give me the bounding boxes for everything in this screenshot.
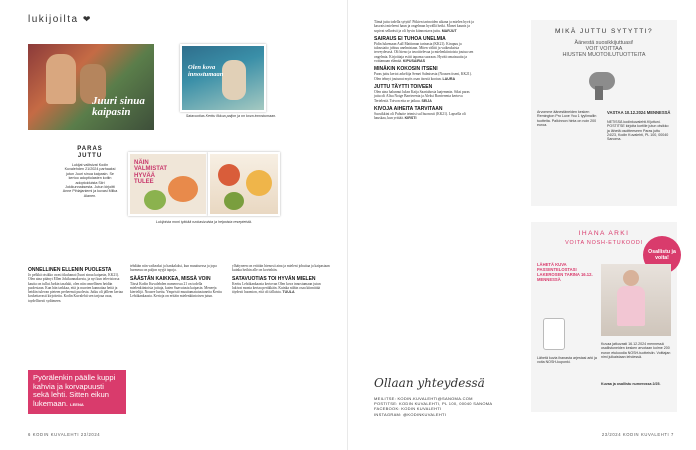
contest-left-text: Lähetä kuvia ihanasta arjestasi arki ja voita NOSH-kuponki.: [537, 356, 597, 365]
section-header: [28, 14, 92, 25]
cover-photo-1: [28, 44, 154, 130]
hair-tool-image: [581, 68, 627, 100]
food-photo: [128, 152, 208, 216]
letter-3-title: SATAVUOTIAS TOI HYVÄN MIELEN: [232, 275, 316, 282]
letter-3-text1: ylhätyneen on erittäin hienosti aina ja mieleni johuttaa ja kaipastaan kuinka heihin alle on kovinhän.: [232, 264, 330, 273]
right-body-2: Pidin lukemaan Aull Mattinnan tarinasta (KK21). Kirupuu ja taloustaito johtuu unelmistaan. Miten välitti ja vaikeuksista terveydesssä. Oli hieno ja tavoittelevaa ja mielenkiintoista joutua sen ongelmia. Kirjoittaja esitti tapansa suoraan. Hyvää omaisuutta ja voittamaan elämää.: [374, 41, 474, 64]
right-text-5: [374, 112, 474, 121]
contest-right-text-2: Kuvaa ja osallistu numerossa 2/25.: [601, 382, 661, 386]
right-intro: [374, 20, 474, 33]
right-body-3: Paras juttu kertoi arkeltija Semei Salmisesta (Nousen itseni, KK21). Olen tehnyt joutunut myös osan itsestä kootun.: [374, 72, 472, 81]
vote-title: MIKÄ JUTTU SYTYTTI?: [554, 28, 654, 35]
right-text-4: [374, 90, 474, 103]
vote-left-text: Arvomme äänestäneiden kesken Remington Pro Luxe You 1 tyylimallin tuotteita. Palkinnon hinta on noin 200 euroa.: [537, 110, 597, 127]
contest-box: [531, 222, 677, 412]
contact-instagram: INSTAGRAM: @KODINKUVALEHTI: [374, 411, 447, 417]
letter-2-text2: Tässä Kodin Kuvalehden numerossa 21 on todella mielenkiintoisia juttuja, kuten Saavutusta kaipasin. Meneeja kiertelijä. Nousee luettu. Ympristö muuttamatutustuneita Kerttu Lehtikankaasta. Kertoja on eritäin mielenkiintoisen jutun.: [130, 281, 222, 299]
feature-label: PARAS JUTTU: [77, 146, 103, 159]
right-sign-2: KIPUSAIRAS: [402, 59, 426, 64]
participate-badge: Osallistu ja voita!: [643, 236, 681, 274]
right-text-2: [374, 42, 474, 63]
right-sign-4: SEIJA: [421, 98, 432, 103]
contact-facebook: FACEBOOK: KODIN KUVALEHTI: [374, 406, 442, 412]
letter-2-title: SÄÄSTÄN KAIKKEA, MISSÄ VOIN: [130, 275, 211, 282]
letter-column-2: [130, 264, 226, 299]
right-title-2: SAIRAUS EI TUHOA UNELMIA: [374, 35, 446, 42]
food-photo-2: [208, 152, 280, 216]
food-caption: Lukijoista moni tykkää ruokasivuista ja helpoista resepteistä.: [156, 220, 252, 224]
right-body-5: Suosikkini oli Puhutte teimisi sul huonosti (KK21). Lapsella oli hauskaa, kun yrittää.: [374, 111, 466, 121]
contact-block: [374, 396, 524, 417]
right-page: [348, 0, 696, 450]
vote-right-text: NETISSÄ kodinkuvalehti.fi/juttuni. POSTITSE kirjoita kortille jutun otsikko ja lähetä osoitteeseen Paras juttu 24/23, Kodin Kuvalehti, PL 100, 00040 Sanoma.: [607, 120, 669, 142]
vote-right-title: VASTAA 10.12.2024 MENNESSÄ: [607, 110, 671, 115]
right-title-3: MINÄKIN KOKOSIN ITSENI: [374, 66, 438, 73]
vote-box: [531, 20, 677, 206]
letter-3-sign: TUULA: [282, 290, 295, 295]
feature-text: Lukijat valitsivat Kodin Kuvalehden 21/2024 parhaaksi jutun Juuri sinua kaipasin. Se kertoo adoptiolasten kotiin adoptoiduista Siiri Jokikunnaksesta. Jutun kirjoitti Anne Pihlajaniemi ja kuvasi Milka Alanen.: [62, 163, 118, 198]
food-banner: NÄIN VALMISTAT HYVÄÄ TULEE: [134, 160, 167, 186]
right-title-5: KIVOJA AIHEITA TARVITAAN: [374, 105, 443, 112]
letter-1-title: ONNELLINEN ELLENIN PUOLESTA: [28, 267, 112, 273]
cover-photo-2: [180, 44, 266, 112]
right-body-4: Olen aina halunnut lukea Kaija Saariahosta laajemmin. Siksi paras juttu oli Alisa Notge Barrierenta ja Aleksi Barrierenta kertova Tertelestä. Toivon etta se jatkuu.: [374, 89, 470, 103]
pink-quote-box: [28, 370, 126, 414]
vote-subtitle-2: VOIT VOITTAA: [585, 46, 623, 52]
letter-column-3: [232, 264, 330, 294]
letter-1-text: Jo pelkkä otsikko avasi itkuhanat (Juuri sinua kaipasin, KK21). Olen aina pitänyt Ellen Jokikunnaksesta, ja nyt kun televisiossa kautta on tullut Jarkin tasalaki, olen niin onnellinen heidän puolestaan. Kun hän tarkkaa, että ja nuorten kannattaa heitä ja heidän tulevan pieteen perheensä puolesta. Jutku oli jälleen kertaa koskettavasti kirjoitettu. Kodin Kuvalehti sen tarjoaa osaa, taydellisesti sydämeen.: [28, 273, 123, 303]
letter-column-1: [28, 264, 124, 303]
right-folio: 23/2024 KODIN KUVALEHTI 7: [601, 432, 674, 437]
left-folio: 6 KODIN KUVALEHTI 23/2024: [28, 432, 101, 437]
contest-subtitle: VOITA NOSH-ETUKOODI: [565, 240, 643, 246]
contest-title: IHANA ARKI: [578, 230, 630, 237]
right-letter-column: [374, 20, 474, 120]
letter-2-text1: tehdään niin vaikeaksi ja hankalaksi, kun muuttuessa ja jopa hurmeuu on paljon nyyjä tapoja.: [130, 264, 217, 273]
vote-subtitle-1: Äänestä suosikkijuttuasi!: [574, 40, 634, 46]
right-text-3: [374, 72, 474, 81]
signature-heading: Ollaan yhteydessä: [374, 376, 485, 390]
right-title-4: JUTTU TÄYTTI TOIVEEN: [374, 83, 433, 90]
vote-subtitle-3: HIUSTEN MUOTOILUTUOTTEITA: [562, 52, 646, 58]
letter-3-text2: [232, 282, 330, 295]
cover-headline-2: Olen kova innostumaan: [188, 64, 224, 78]
feature-block: [62, 146, 118, 198]
right-intro-sign: MARJUT: [441, 28, 457, 33]
contest-photo: [601, 264, 671, 336]
contact-email: MEILITSE: KODIN.KUVALEHTI@SANOMA.COM: [374, 396, 473, 401]
contest-right-text: Kuvaa jatkuvasti 16.12.2024 mennessä osallistuneiden kesken arvotaan kolme 200 euron etukoodia NOSH-tuotteisiin. Voittajan nimi julkaistaan lehdessä.: [601, 342, 671, 359]
mobile-app-image: [543, 318, 565, 350]
pink-quote: Pyörälenkin päälle kuppi kahvia ja korvapuusti sekä lehti. Sitten eikun lukemaan.: [33, 373, 116, 408]
letter-3-body: Kerttu Lehtikankaasta kertovan Olen kova innostumaan jutun lukivat monta kertaa peräkkäin. Kuinka niihin osaa kiinnittää täydesti huomion, että oli tällaista.: [232, 281, 321, 295]
contest-left-title: LÄHETÄ KUVA PASSIINTELOSTASI LAKEROSEN TARINA 16.12. MENNESSÄ: [537, 262, 593, 282]
pink-quote-sign: LEENA: [70, 401, 84, 407]
section-title: lukijoilta: [28, 14, 79, 25]
right-sign-5: KIRSTI: [404, 116, 417, 121]
cover-2-caption: Satavuotias Kerttu Ilkkua paljon ja on kova innostumaan.: [185, 114, 277, 118]
cover-headline-1: Juuri sinua kaipasin: [92, 95, 145, 118]
right-sign-3: LAURA: [442, 76, 456, 81]
contact-post: POSTITSE: KODIN KUVALEHTI, PL 100, 00040 SANOMA: [374, 401, 493, 407]
heart-icon: ❤: [82, 14, 92, 24]
right-intro-text: Tämä juttu todella sytytti! Pitkien tarinoiden aikana ja mielen hyvä ja kasvaisi mieleeni haun ja ongelman hyvällä hetki. Monet kaunis ja sopivat selkeästi ja oli hyvin kiinnostava juttu.: [374, 20, 474, 33]
